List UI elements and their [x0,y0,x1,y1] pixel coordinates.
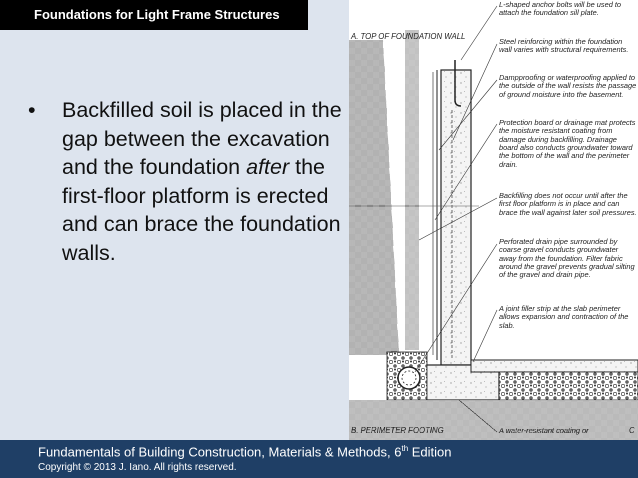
floor-slab [471,360,638,372]
callout-steel-reinforcing: Steel reinforcing within the foundation wall varies with structural requirements. [499,37,629,55]
copyright-notice: Copyright © 2013 J. Iano. All rights reserved. [38,462,237,473]
callout-protection-board: Protection board or drainage mat protects the moisture resistant coating from damage during backfilling. Drainage board also conducts groundwater toward the bottom of the wall and the perimeter drain. [499,118,636,169]
bullet-marker: • [28,98,36,122]
footer [0,440,638,478]
bullet-text-part1: Backfilled soil is placed in the gap between the excavation and the foundation [62,98,342,180]
book-title-prefix: Fundamentals of Building Construction, Materials & Methods, 6 [38,444,402,460]
backfill-hatch [405,30,419,350]
slide-title: Foundations for Light Frame Structures [0,0,308,30]
foundation-section-drawing [349,0,638,440]
book-title-suffix: Edition [408,444,452,460]
bullet-emphasis: after [246,155,290,180]
foundation-drawing-svg [349,0,638,440]
earth-hatch [349,40,399,355]
callout-water-resistant: A water-resistant coating or [499,426,589,435]
callout-drain-pipe: Perforated drain pipe surrounded by coarse gravel conducts groundwater away from the foundation. Filter fabric around the gravel prevents gradual silting of the gravel and drain pipe. [499,237,635,280]
callout-dampproofing: Dampproofing or waterproofing applied to the outside of the wall resists the passage of ground moisture into the basement. [499,73,637,99]
bullet-text [62,96,348,268]
book-citation [38,444,452,459]
figure-label-a: A. TOP OF FOUNDATION WALL [351,32,466,41]
callout-joint-filler: A joint filler strip at the slab perimeter allows expansion and contraction of the slab. [499,304,629,330]
foundation-wall [441,70,471,365]
drain-pipe [398,367,420,389]
callout-anchor-bolts: L-shaped anchor bolts will be used to attach the foundation sill plate. [499,0,622,18]
callout-backfilling: Backfilling does not occur until after the first floor platform is in place and can brace the wall against later soil pressures. [499,191,637,217]
bullet-point [28,96,348,268]
figure-label-b: B. PERIMETER FOOTING [351,426,444,435]
slab-gravel [499,372,638,400]
bullet-text-part2: the first-floor platform is erected and can brace the foundation walls. [62,155,341,265]
book-edition-sup: th [401,444,409,453]
figure-edge-label: C [629,426,635,435]
